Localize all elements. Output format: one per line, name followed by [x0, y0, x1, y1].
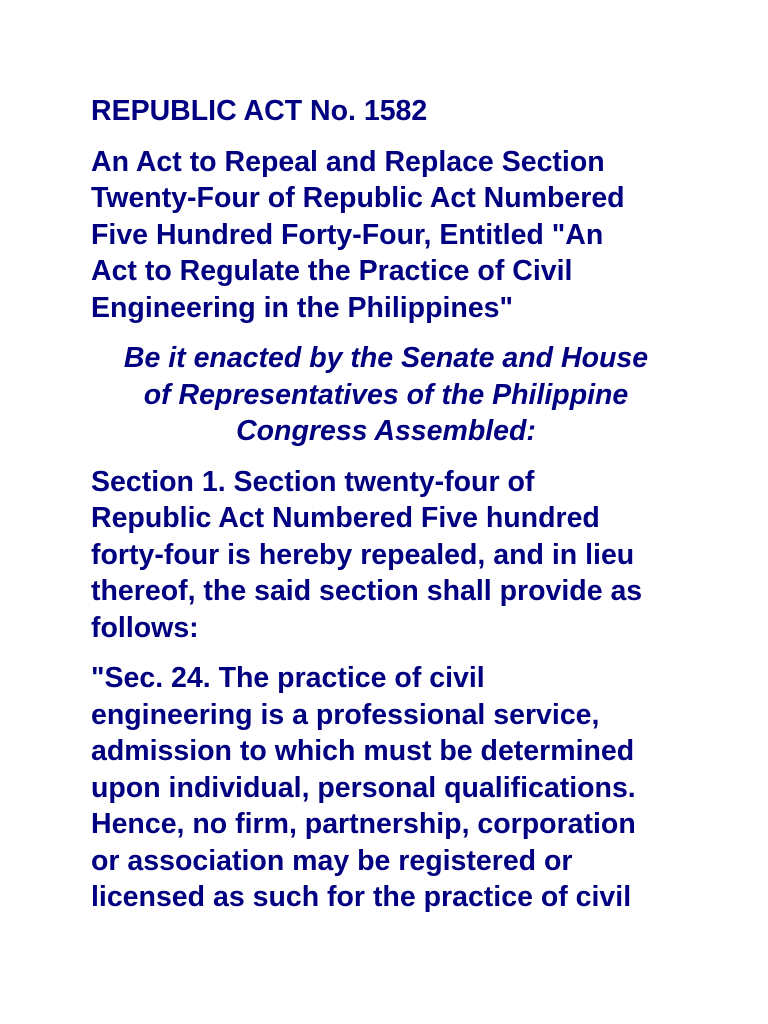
section-24-line: "Sec. 24. The practice of civil — [91, 662, 485, 694]
section-1 — [91, 464, 691, 647]
act-title — [91, 144, 691, 327]
section-1-line: Republic Act Numbered Five hundred — [91, 502, 600, 534]
act-heading-text: REPUBLIC ACT No. 1582 — [91, 95, 428, 127]
act-title-line: Engineering in the Philippines" — [91, 291, 514, 324]
section-1-line: Section 1. Section twenty-four of — [91, 465, 535, 498]
section-24-line: licensed as such for the practice of civil — [91, 881, 632, 913]
enacting-clause-line: Congress Assembled: — [236, 415, 536, 447]
act-title-line: An Act to Repeal and Replace Section — [91, 145, 605, 178]
act-title-line: Five Hundred Forty-Four, Entitled "An — [91, 218, 604, 251]
section-24-line: engineering is a professional service, — [91, 698, 600, 731]
section-24-line: upon individual, personal qualifications. — [91, 771, 636, 804]
document-body — [91, 93, 691, 930]
enacting-clause-line: Be it enacted by the Senate and House — [123, 342, 649, 374]
act-title-line: Act to Regulate the Practice of Civil — [91, 255, 573, 287]
section-1-line: thereof, the said section shall provide as — [91, 575, 643, 607]
enacting-clause — [91, 340, 681, 450]
section-1-line: forty-four is hereby repealed, and in lieu — [91, 538, 635, 571]
section-24-line: Hence, no firm, partnership, corporation — [91, 808, 636, 840]
act-heading — [91, 93, 691, 130]
enacting-clause-line: of Representatives of the Philippine — [143, 378, 629, 411]
act-title-line: Twenty-Four of Republic Act Numbered — [91, 182, 625, 214]
section-24-line: admission to which must be determined — [91, 735, 635, 767]
section-24 — [91, 660, 691, 916]
section-1-line: follows: — [91, 611, 199, 644]
section-24-line: or association may be registered or — [91, 844, 573, 877]
